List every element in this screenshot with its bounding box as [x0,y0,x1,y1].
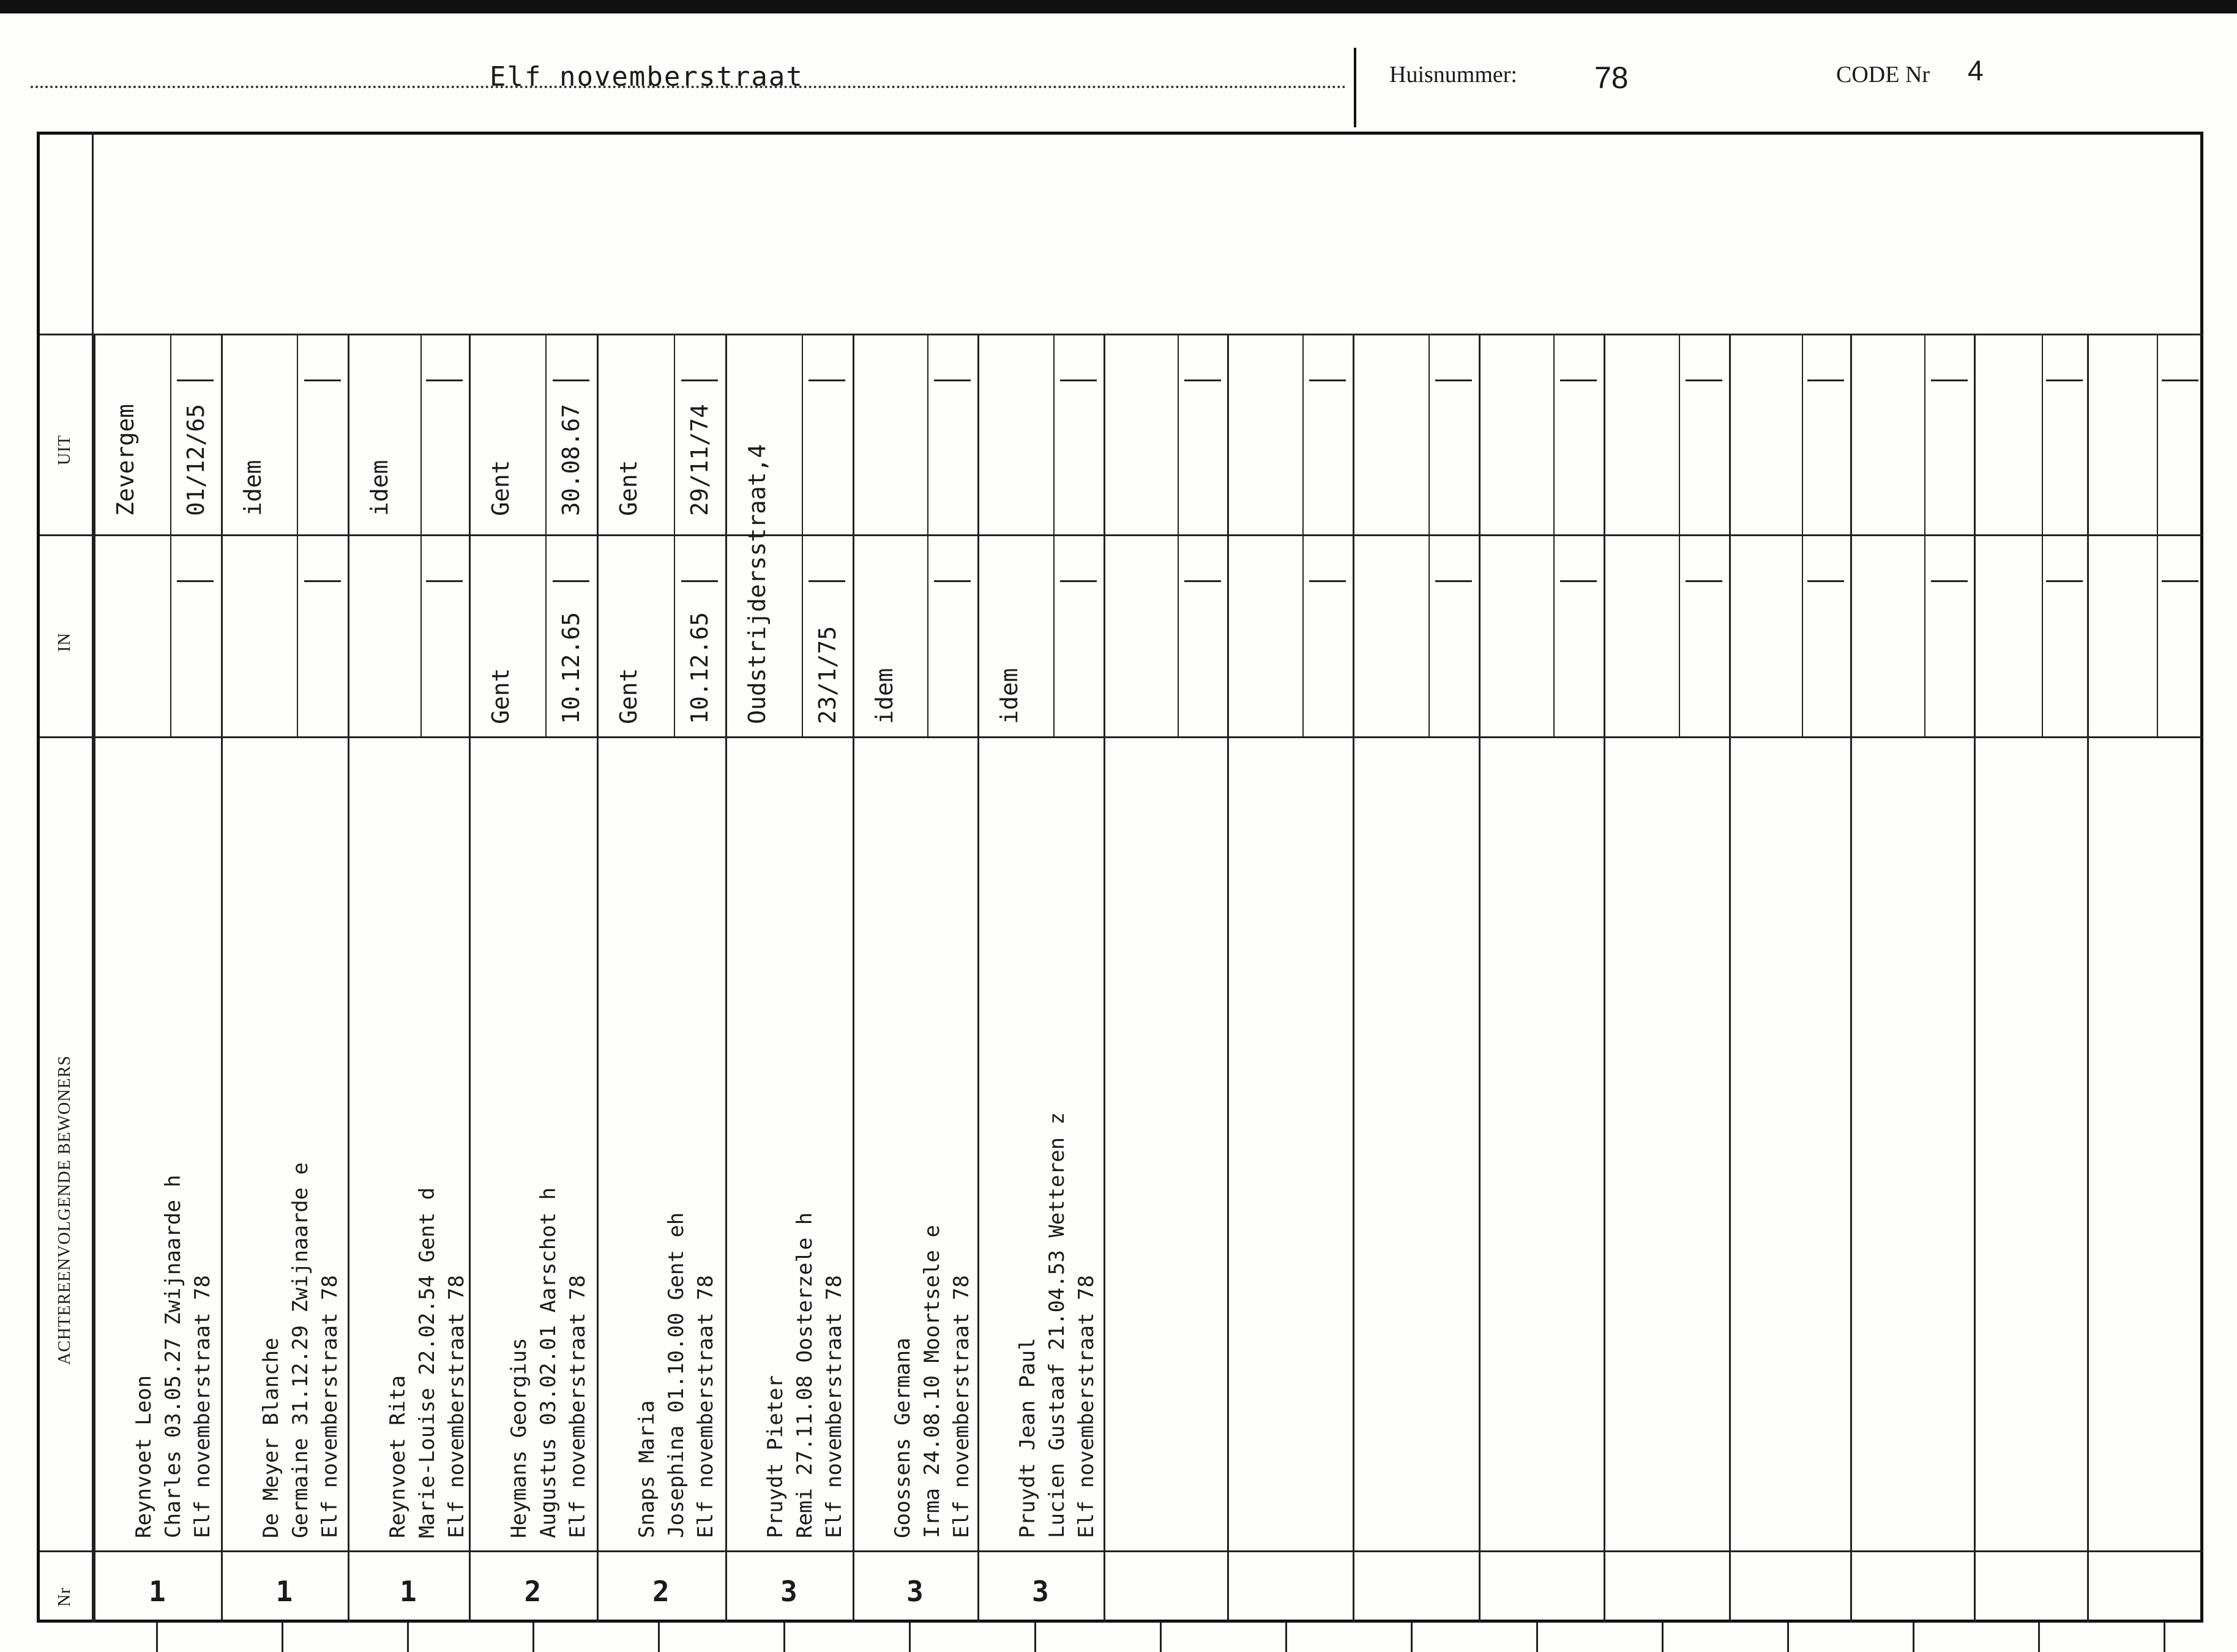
empty-cell-dash [304,580,341,582]
bottom-tick [2164,1623,2165,1652]
empty-cell-dash [304,379,341,381]
empty-cell-dash [1435,379,1472,381]
resident-nr: 1 [275,1575,293,1608]
empty-cell-dash [426,379,463,381]
bottom-tick [1913,1623,1914,1652]
empty-cell-dash [1807,379,1844,381]
empty-cell-dash [681,580,718,582]
bottom-tick [1411,1623,1413,1652]
empty-cell-dash [2162,580,2198,582]
in-place: idem [996,668,1023,724]
empty-cell-dash [1060,379,1097,381]
resident-nr: 1 [149,1575,166,1608]
empty-cell-dash [2046,379,2083,381]
empty-cell-dash [1931,580,1968,582]
resident-line: Marie-Louise 22.02.54 Gent d [415,1187,439,1538]
empty-cell-dash [1309,379,1346,381]
resident-line: Augustus 03.02.01 Aarschot h [536,1187,561,1538]
uit-place: Zevergem [112,403,139,516]
uit-date: 01/12/65 [182,403,209,516]
uit-date: 29/11/74 [686,403,713,516]
empty-cell-dash [177,580,214,582]
column-divider [1850,334,1852,1623]
resident-nr: 1 [400,1575,417,1608]
bottom-tick [532,1623,534,1652]
resident-line: Elf novemberstraat 78 [190,1275,215,1538]
house-number-value: 78 [1594,61,1629,95]
column-divider [597,334,599,1623]
empty-cell-dash [553,580,589,582]
resident-line: Goossens Germana [891,1337,915,1538]
bottom-tick [156,1623,158,1652]
resident-line: Charles 03.05.27 Zwijnaarde h [161,1175,185,1538]
column-divider [725,334,727,1623]
resident-nr: 3 [780,1575,797,1608]
empty-cell-dash [1931,379,1968,381]
bottom-tick [909,1623,911,1652]
header-divider [1354,48,1356,127]
empty-cell-dash [934,580,971,582]
bottom-tick [783,1623,785,1652]
empty-cell-dash [809,379,845,381]
column-divider [1227,334,1229,1623]
bottom-tick [1787,1623,1789,1652]
resident-line: Elf novemberstraat 78 [1074,1275,1099,1538]
column-divider [977,334,979,1623]
column-divider [1353,334,1354,1623]
in-place: Gent [487,668,514,724]
uit-date: 30.08.67 [558,403,585,516]
in-date: 10.12.65 [558,611,585,724]
resident-line: Heymans Georgius [507,1337,531,1538]
uit-section-label: UIT [55,435,74,465]
in-date: 23/1/75 [813,626,841,724]
bottom-tick [1662,1623,1664,1652]
resident-line: Elf novemberstraat 78 [444,1275,469,1538]
row-divider [40,534,2203,536]
empty-cell-dash [1560,379,1597,381]
resident-line: Germaine 31.12.29 Zwijnaarde e [288,1162,313,1538]
empty-cell-dash [809,580,845,582]
label-column-divider [92,132,94,1623]
in-date: 10.12.65 [686,611,713,724]
empty-cell-dash [1435,580,1472,582]
bottom-tick [1285,1623,1287,1652]
bottom-tick [1034,1623,1036,1652]
bottom-tick [1536,1623,1538,1652]
empty-cell-dash [1060,580,1097,582]
resident-line: Josephina 01.10.00 Gent eh [664,1212,689,1538]
empty-cell-dash [934,379,971,381]
code-label: CODE Nr [1836,62,1930,88]
empty-cell-dash [553,379,589,381]
empty-cell-dash [426,580,463,582]
resident-nr: 2 [652,1575,670,1608]
row-divider [40,1550,2203,1552]
uit-place: idem [366,460,393,516]
column-divider [1974,334,1976,1623]
resident-nr: 2 [524,1575,542,1608]
resident-line: Elf novemberstraat 78 [566,1275,590,1538]
empty-cell-dash [1686,580,1722,582]
resident-line: Elf novemberstraat 78 [318,1275,342,1538]
street-name: Elf novemberstraat [490,61,804,92]
empty-cell-dash [2162,379,2198,381]
column-divider [94,334,95,1623]
bottom-tick [282,1623,283,1652]
column-divider [853,334,854,1623]
bottom-tick [658,1623,660,1652]
nr-section-label: Nr [55,1587,74,1607]
resident-nr: 3 [1032,1575,1049,1608]
column-divider [1604,334,1605,1623]
empty-cell-dash [1309,580,1346,582]
resident-line: Reynvoet Leon [132,1375,156,1538]
resident-line: Elf novemberstraat 78 [822,1275,846,1538]
empty-cell-dash [681,379,718,381]
empty-cell-dash [2046,580,2083,582]
row-divider [40,736,2203,738]
empty-cell-dash [1686,379,1722,381]
resident-line: Irma 24.08.10 Moortsele e [920,1225,944,1538]
empty-cell-dash [1560,580,1597,582]
resident-line: Pruydt Jean Paul [1015,1337,1040,1538]
resident-line: Elf novemberstraat 78 [693,1275,718,1538]
column-divider [2087,334,2089,1623]
uit-place: Gent [615,460,642,516]
empty-cell-dash [1807,580,1844,582]
bottom-tick [1160,1623,1162,1652]
empty-cell-dash [1184,379,1221,381]
code-value: 4 [1968,54,1984,86]
resident-line: Remi 27.11.08 Oosterzele h [793,1212,817,1538]
column-divider [348,334,349,1623]
column-divider [1729,334,1731,1623]
uit-place: Gent [487,460,514,516]
scan-top-edge [0,0,2237,13]
resident-nr: 3 [906,1575,924,1608]
column-divider [1479,334,1481,1623]
uit-place: idem [239,460,266,516]
resident-line: Snaps Maria [635,1400,659,1538]
house-number-label: Huisnummer: [1389,62,1517,88]
in-place: Gent [615,668,642,724]
column-divider [1104,334,1105,1623]
in-section-label: IN [55,632,74,652]
residents-section-label: ACHTEREENVOLGENDE BEWONERS [55,1055,74,1365]
empty-cell-dash [1184,580,1221,582]
column-divider [221,334,223,1623]
resident-line: Elf novemberstraat 78 [949,1275,974,1538]
resident-line: De Meyer Blanche [259,1337,283,1538]
resident-line: Pruydt Pieter [763,1375,788,1538]
empty-cell-dash [177,379,214,381]
register-table-frame [37,132,2203,1623]
resident-line: Lucien Gustaaf 21.04.53 Wetteren z [1045,1112,1069,1538]
in-place: idem [871,668,898,724]
bottom-tick [407,1623,409,1652]
resident-line: Reynvoet Rita [386,1375,410,1538]
bottom-tick [2038,1623,2040,1652]
in-place: Oudstrijdersstraat,4 [744,444,771,724]
row-divider [40,334,2203,335]
